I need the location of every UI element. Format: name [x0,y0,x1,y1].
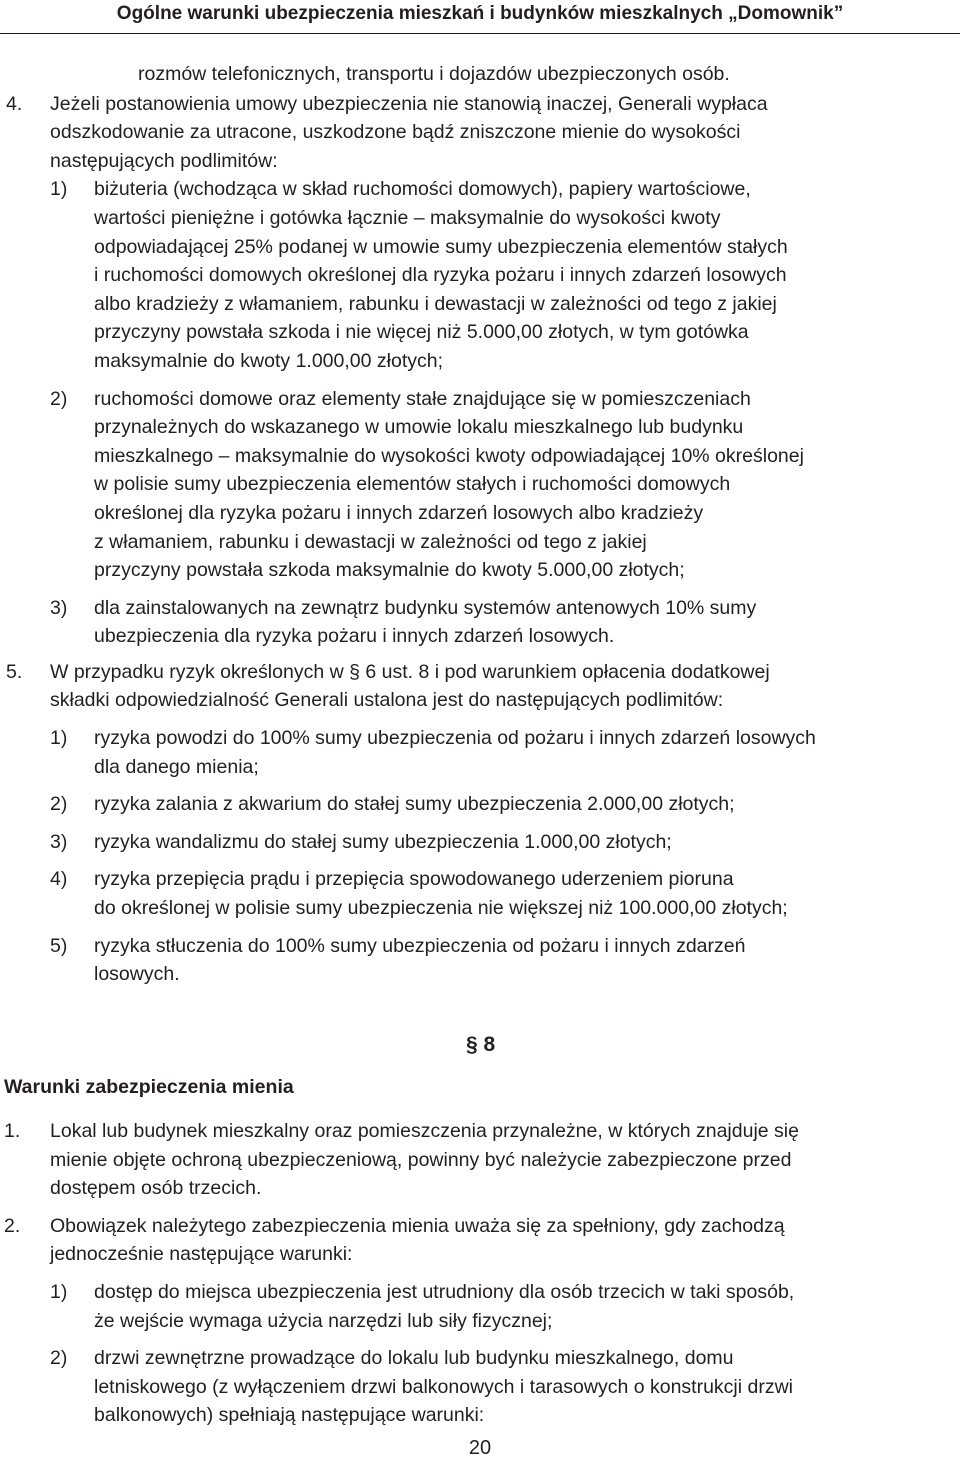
text-line: z włamaniem, rabunku i dewastacji w zależności od tego z jakiej [94,530,647,553]
text-line: mieszkalnego – maksymalnie do wysokości kwoty odpowiadającej 10% określonej [94,444,804,467]
text-line: odpowiadającej 25% podanej w umowie sumy ubezpieczenia elementów stałych [94,235,788,258]
item-number: 4) [50,868,68,891]
text-line: rozmów telefonicznych, transportu i dojazdów ubezpieczonych osób. [138,63,730,85]
item-number: 2) [50,1347,68,1370]
text-line: przyczyny powstała szkoda i nie więcej niż 5.000,00 złotych, w tym gotówka [94,321,749,344]
item-number: 1) [50,1280,68,1303]
main-text [0,60,960,989]
text-line: losowych. [94,963,180,986]
text-line: następujących podlimitów: [50,149,278,172]
text-line: że wejście wymaga użycia narzędzi lub siły fizycznej; [94,1309,553,1332]
clause-4-item-2 [0,385,960,585]
text-line: letniskowego (z wyłączeniem drzwi balkonowych i tarasowych o konstrukcji drzwi [94,1375,794,1398]
item-number: 1) [50,178,68,201]
clause-4-item-3 [0,594,960,651]
clause-4-item-1 [0,175,960,375]
text-line: do określonej w polisie sumy ubezpieczenia nie większej niż 100.000,00 złotych; [94,897,788,920]
text-line: składki odpowiedzialność Generali ustalona jest do następujących podlimitów: [50,689,724,712]
section-8-clause-2 [0,1212,960,1269]
document-title: Ogólne warunki ubezpieczenia mieszkań i budynków mieszkalnych „Domownik” [116,3,844,24]
clause-number: 5. [6,660,23,683]
clause-4 [0,90,960,176]
clause-5 [0,658,960,715]
page-number: 20 [468,1437,492,1459]
text-line: balkonowych) spełniają następujące warunki: [94,1404,485,1427]
text-line: dostępem osób trzecich. [50,1177,262,1200]
text-line: dostęp do miejsca ubezpieczenia jest utrudniony dla osób trzecich w taki sposób, [94,1280,795,1303]
text-line: jednocześnie następujące warunki: [50,1243,353,1266]
text-line: ubezpieczenia dla ryzyka pożaru i innych zdarzeń losowych. [94,625,615,648]
clause-number: 4. [6,92,23,115]
header-divider [0,33,960,34]
clause-5-item-1 [0,724,960,781]
text-line: ruchomości domowe oraz elementy stałe znajdujące się w pomieszczeniach [94,387,751,410]
text-line: w polisie sumy ubezpieczenia elementów stałych i ruchomości domowych [94,473,731,496]
clause-5-item-2 [0,790,960,819]
item-number: 5) [50,934,68,957]
clause-number: 2. [4,1214,21,1237]
text-line: odszkodowanie za utracone, uszkodzone bądź zniszczone mienie do wysokości [50,121,741,144]
item-number: 2) [50,387,68,410]
text-line: biżuteria (wchodząca w skład ruchomości domowych), papiery wartościowe, [94,178,751,201]
text-line: ryzyka powodzi do 100% sumy ubezpieczenia od pożaru i innych zdarzeń losowych [94,727,816,750]
section-8-clause-2-item-1 [0,1278,960,1335]
text-line: przyczyny powstała szkoda maksymalnie do kwoty 5.000,00 złotych; [94,559,685,582]
clause-5-item-4 [0,865,960,922]
text-line: mienie objęte ochroną ubezpieczeniową, powinny być należycie zabezpieczone przed [50,1148,792,1171]
text-line: ryzyka wandalizmu do stałej sumy ubezpieczenia 1.000,00 złotych; [94,830,672,853]
item-number: 2) [50,793,68,816]
text-line: wartości pieniężne i gotówka łącznie – maksymalnie do wysokości kwoty [94,206,721,229]
text-line: przynależnych do wskazanego w umowie lokalu mieszkalnego lub budynku [94,416,744,439]
text-line: określonej dla ryzyka pożaru i innych zdarzeń losowych albo kradzieży [94,501,704,524]
text-line: ryzyka stłuczenia do 100% sumy ubezpieczenia od pożaru i innych zdarzeń [94,934,746,957]
text-line: W przypadku ryzyk określonych w § 6 ust. 8 i pod warunkiem opłacenia dodatkowej [50,660,770,683]
section-8-text [0,1117,960,1430]
section-8-clause-2-item-2 [0,1344,960,1430]
text-line: i ruchomości domowych określonej dla ryzyka pożaru i innych zdarzeń losowych [94,264,787,287]
text-line: dla danego mienia; [94,755,259,778]
text-line: Lokal lub budynek mieszkalny oraz pomieszczenia przynależne, w których znajduje się [50,1120,799,1142]
text-line: ryzyka przepięcia prądu i przepięcia spowodowanego uderzeniem pioruna [94,868,734,891]
text-line: albo kradzieży z włamaniem, rabunku i dewastacji w zależności od tego z jakiej [94,292,777,315]
text-line: ryzyka zalania z akwarium do stałej sumy ubezpieczenia 2.000,00 złotych; [94,793,735,816]
section-heading: Warunki zabezpieczenia mienia [4,1076,294,1098]
section-mark: § 8 [466,1033,496,1056]
item-number: 1) [50,727,68,750]
clause-5-item-5 [0,932,960,989]
text-line: Jeżeli postanowienia umowy ubezpieczenia nie stanowią inaczej, Generali wypłaca [50,92,768,115]
clause-number: 1. [4,1120,21,1142]
continuation-paragraph [0,60,960,89]
item-number: 3) [50,596,68,619]
text-line: drzwi zewnętrzne prowadzące do lokalu lub budynku mieszkalnego, domu [94,1347,734,1370]
text-line: Obowiązek należytego zabezpieczenia mienia uważa się za spełniony, gdy zachodzą [50,1214,785,1237]
text-line: dla zainstalowanych na zewnątrz budynku systemów antenowych 10% sumy [94,596,757,619]
item-number: 3) [50,830,68,853]
page-header [0,0,960,35]
section-8-clause-1 [0,1117,960,1203]
text-line: maksymalnie do kwoty 1.000,00 złotych; [94,349,444,372]
clause-5-item-3 [0,828,960,857]
